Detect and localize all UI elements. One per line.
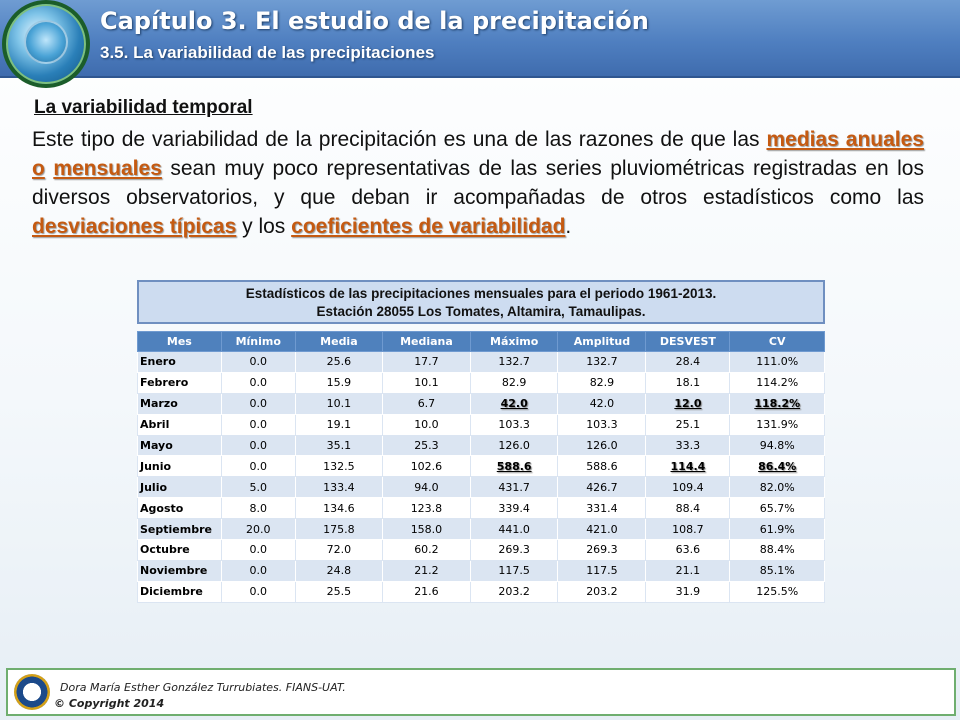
value-cell: 269.3 [470, 540, 558, 561]
value-cell: 0.0 [221, 414, 295, 435]
value-cell: 132.7 [558, 352, 646, 373]
table-row [138, 540, 825, 561]
value-cell: 109.4 [646, 477, 730, 498]
value-cell: 203.2 [558, 581, 646, 602]
value-cell: 421.0 [558, 519, 646, 540]
value-cell: 28.4 [646, 352, 730, 373]
value-cell: 12.0 [646, 393, 730, 414]
value-cell: 35.1 [295, 435, 382, 456]
value-cell: 103.3 [558, 414, 646, 435]
value-cell: 72.0 [295, 540, 382, 561]
month-cell: Junio [138, 456, 222, 477]
table-caption-line-2: Estación 28055 Los Tomates, Altamira, Tamaulipas. [316, 304, 646, 319]
value-cell: 85.1% [730, 560, 825, 581]
table-caption-line-1: Estadísticos de las precipitaciones mensuales para el periodo 1961-2013. [245, 286, 717, 301]
month-cell: Julio [138, 477, 222, 498]
paragraph-text-1: Este tipo de variabilidad de la precipitación es una de las razones de que las [32, 128, 767, 151]
value-cell: 21.6 [383, 581, 471, 602]
value-cell: 19.1 [295, 414, 382, 435]
column-header-amplitud: Amplitud [558, 332, 646, 352]
value-cell: 0.0 [221, 435, 295, 456]
section-heading: La variabilidad temporal [34, 97, 253, 118]
paragraph-text-3: y los [236, 215, 292, 238]
value-cell: 0.0 [221, 581, 295, 602]
value-cell: 31.9 [646, 581, 730, 602]
value-cell: 17.7 [383, 352, 471, 373]
value-cell: 269.3 [558, 540, 646, 561]
month-cell: Septiembre [138, 519, 222, 540]
value-cell: 60.2 [383, 540, 471, 561]
globe-inner [24, 20, 68, 64]
table-body [138, 352, 825, 603]
value-cell: 123.8 [383, 498, 471, 519]
value-cell: 588.6 [470, 456, 558, 477]
month-cell: Octubre [138, 540, 222, 561]
table-header-row [138, 332, 825, 352]
value-cell: 102.6 [383, 456, 471, 477]
month-cell: Diciembre [138, 581, 222, 602]
table-row [138, 456, 825, 477]
value-cell: 42.0 [470, 393, 558, 414]
table-row [138, 435, 825, 456]
value-cell: 117.5 [558, 560, 646, 581]
value-cell: 203.2 [470, 581, 558, 602]
column-header-máximo: Máximo [470, 332, 558, 352]
value-cell: 117.5 [470, 560, 558, 581]
value-cell: 126.0 [470, 435, 558, 456]
value-cell: 131.9% [730, 414, 825, 435]
value-cell: 10.0 [383, 414, 471, 435]
value-cell: 0.0 [221, 372, 295, 393]
month-cell: Noviembre [138, 560, 222, 581]
column-header-media: Media [295, 332, 382, 352]
value-cell: 25.6 [295, 352, 382, 373]
table-row [138, 498, 825, 519]
value-cell: 25.1 [646, 414, 730, 435]
value-cell: 111.0% [730, 352, 825, 373]
value-cell: 441.0 [470, 519, 558, 540]
statistics-table-container [137, 331, 825, 603]
globe-water-logo-icon [2, 0, 90, 88]
value-cell: 134.6 [295, 498, 382, 519]
value-cell: 20.0 [221, 519, 295, 540]
paragraph-text-2: sean muy poco representativas de las series pluviométricas registradas en los diversos observatorios, y que deban ir acompañadas de otros estadísticos como las [32, 157, 924, 209]
table-row [138, 372, 825, 393]
table-row [138, 560, 825, 581]
table-row [138, 519, 825, 540]
table-row [138, 477, 825, 498]
value-cell: 86.4% [730, 456, 825, 477]
value-cell: 82.9 [558, 372, 646, 393]
value-cell: 5.0 [221, 477, 295, 498]
value-cell: 8.0 [221, 498, 295, 519]
value-cell: 94.0 [383, 477, 471, 498]
value-cell: 94.8% [730, 435, 825, 456]
column-header-mediana: Mediana [383, 332, 471, 352]
value-cell: 82.9 [470, 372, 558, 393]
month-cell: Agosto [138, 498, 222, 519]
statistics-table [137, 331, 825, 603]
value-cell: 0.0 [221, 560, 295, 581]
value-cell: 118.2% [730, 393, 825, 414]
paragraph-text-4: . [565, 215, 572, 238]
value-cell: 21.2 [383, 560, 471, 581]
value-cell: 126.0 [558, 435, 646, 456]
value-cell: 88.4% [730, 540, 825, 561]
value-cell: 125.5% [730, 581, 825, 602]
month-cell: Abril [138, 414, 222, 435]
table-row [138, 581, 825, 602]
value-cell: 10.1 [295, 393, 382, 414]
value-cell: 88.4 [646, 498, 730, 519]
value-cell: 0.0 [221, 540, 295, 561]
value-cell: 132.5 [295, 456, 382, 477]
slide-footer [6, 668, 956, 716]
value-cell: 63.6 [646, 540, 730, 561]
link-desviaciones-tipicas[interactable]: desviaciones típicas [32, 215, 237, 238]
value-cell: 175.8 [295, 519, 382, 540]
month-cell: Febrero [138, 372, 222, 393]
value-cell: 426.7 [558, 477, 646, 498]
value-cell: 82.0% [730, 477, 825, 498]
link-o[interactable]: o [32, 157, 45, 180]
value-cell: 25.5 [295, 581, 382, 602]
month-cell: Mayo [138, 435, 222, 456]
value-cell: 431.7 [470, 477, 558, 498]
value-cell: 65.7% [730, 498, 825, 519]
value-cell: 25.3 [383, 435, 471, 456]
slide-subtitle: 3.5. La variabilidad de las precipitaciones [100, 43, 435, 62]
value-cell: 588.6 [558, 456, 646, 477]
value-cell: 133.4 [295, 477, 382, 498]
value-cell: 0.0 [221, 393, 295, 414]
column-header-mes: Mes [138, 332, 222, 352]
university-seal-icon [14, 674, 50, 710]
column-header-desvest: DESVEST [646, 332, 730, 352]
value-cell: 18.1 [646, 372, 730, 393]
link-mensuales[interactable]: mensuales [53, 157, 162, 180]
footer-copyright: © Copyright 2014 [54, 697, 165, 710]
value-cell: 114.2% [730, 372, 825, 393]
value-cell: 15.9 [295, 372, 382, 393]
value-cell: 61.9% [730, 519, 825, 540]
column-header-cv: CV [730, 332, 825, 352]
value-cell: 6.7 [383, 393, 471, 414]
footer-author: Dora María Esther González Turrubiates. FIANS-UAT. [60, 681, 346, 694]
value-cell: 24.8 [295, 560, 382, 581]
value-cell: 33.3 [646, 435, 730, 456]
slide-title: Capítulo 3. El estudio de la precipitación [100, 7, 649, 35]
month-cell: Enero [138, 352, 222, 373]
value-cell: 10.1 [383, 372, 471, 393]
month-cell: Marzo [138, 393, 222, 414]
value-cell: 114.4 [646, 456, 730, 477]
body-paragraph [32, 125, 924, 241]
value-cell: 103.3 [470, 414, 558, 435]
value-cell: 132.7 [470, 352, 558, 373]
table-caption [137, 280, 825, 324]
value-cell: 339.4 [470, 498, 558, 519]
value-cell: 331.4 [558, 498, 646, 519]
table-row [138, 414, 825, 435]
value-cell: 21.1 [646, 560, 730, 581]
value-cell: 0.0 [221, 456, 295, 477]
column-header-mínimo: Mínimo [221, 332, 295, 352]
slide-header [0, 0, 960, 78]
table-row [138, 352, 825, 373]
table-row [138, 393, 825, 414]
value-cell: 108.7 [646, 519, 730, 540]
value-cell: 42.0 [558, 393, 646, 414]
value-cell: 158.0 [383, 519, 471, 540]
link-coeficientes-variabilidad[interactable]: coeficientes de variabilidad [291, 215, 566, 238]
link-medias-anuales[interactable]: medias anuales [766, 128, 924, 151]
value-cell: 0.0 [221, 352, 295, 373]
